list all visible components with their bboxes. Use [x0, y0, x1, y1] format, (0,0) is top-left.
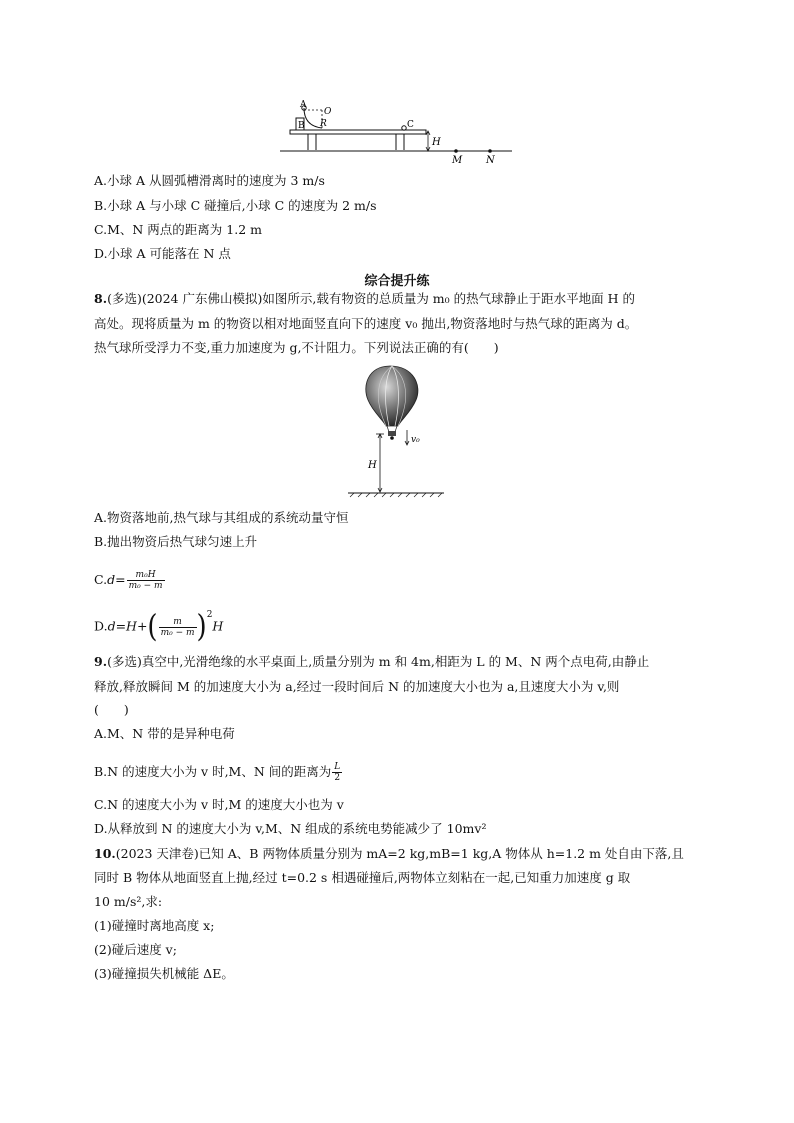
q9-line-3: ( )	[94, 702, 129, 717]
label-N: N	[486, 155, 495, 166]
q7-option-a: A.小球 A 从圆弧槽滑离时的速度为 3 m/s	[94, 173, 325, 188]
q9-option-b: B.N 的速度大小为 v 时,M、N 间的距离为 $\frac{L}{2}$	[94, 762, 341, 783]
q10-line-1: 10.(2023 天津卷)已知 A、B 两物体质量分别为 mA=2 kg,mB=1 kg,A 物体从 h=1.2 m 处自由下落,且	[94, 846, 684, 861]
q7-option-b: B.小球 A 与小球 C 碰撞后,小球 C 的速度为 2 m/s	[94, 198, 377, 213]
q8-option-c: C.d= $\frac{\text{m₀H}}{\text{m₀ − m}}$	[94, 570, 163, 591]
q7-option-d: D.小球 A 可能落在 N 点	[94, 246, 231, 261]
v0-label: v₀	[411, 435, 420, 445]
section-title: 综合提升练	[364, 274, 430, 289]
label-O: O	[324, 107, 332, 117]
q7-option-c: C.M、N 两点的距离为 1.2 m	[94, 222, 262, 237]
q8-line-2: 高处。现将质量为 m 的物资以相对地面竖直向下的速度 v₀ 抛出,物资落地时与热气球的距离为 d。	[94, 316, 638, 331]
track-figure	[280, 98, 520, 166]
q8-option-a: A.物资落地前,热气球与其组成的系统动量守恒	[94, 510, 349, 525]
q8-option-d-fraction: $\frac{m}{\text{m₀ − m}}$	[160, 616, 195, 638]
q10-sub-1: (1)碰撞时离地高度 x;	[94, 918, 215, 933]
q9-option-c: C.N 的速度大小为 v 时,M 的速度大小也为 v	[94, 797, 344, 812]
q8-option-d: D.d=H+( $\frac{m}{\text{m₀ − m}}$ )$^2$H	[94, 609, 224, 645]
label-M: M	[452, 155, 463, 166]
q10-number: 10.	[94, 846, 116, 861]
q9-option-a: A.M、N 带的是异种电荷	[94, 726, 235, 741]
balloon-figure	[340, 364, 460, 498]
q8-option-c-fraction: $\frac{\text{m₀H}}{\text{m₀ − m}}$	[128, 570, 163, 591]
q8-line-3: 热气球所受浮力不变,重力加速度为 g,不计阻力。下列说法正确的有( )	[94, 340, 499, 355]
q10-sub-2: (2)碰后速度 v;	[94, 942, 177, 957]
q8-option-b: B.抛出物资后热气球匀速上升	[94, 534, 258, 549]
q9-line-2: 释放,释放瞬间 M 的加速度大小为 a,经过一段时间后 N 的加速度大小也为 a,且速度大小为 v,则	[94, 679, 620, 694]
q10-sub-3: (3)碰撞损失机械能 ΔE。	[94, 966, 234, 981]
q9-option-d: D.从释放到 N 的速度大小为 v,M、N 组成的系统电势能减少了 10mv²	[94, 821, 487, 836]
q8-number: 8.	[94, 291, 108, 306]
label-B: B	[298, 121, 305, 131]
q8-line-1	[94, 291, 635, 307]
label-A: A	[300, 100, 307, 110]
q10-line-2: 同时 B 物体从地面竖直上抛,经过 t=0.2 s 相遇碰撞后,两物体立刻粘在一起,已知重力加速度 g 取	[94, 870, 631, 885]
q10-line-3: 10 m/s²,求:	[94, 894, 163, 909]
q9-option-b-fraction: $\frac{L}{2}$	[334, 762, 341, 783]
label-C: C	[407, 120, 414, 130]
q9-line-1: 9.(多选)真空中,光滑绝缘的水平桌面上,质量分别为 m 和 4m,相距为 L 的 M、N 两个点电荷,由静止	[94, 654, 650, 669]
q9-number: 9.	[94, 654, 108, 669]
H-label: H	[368, 460, 377, 471]
q8-stem-1: (多选)(2024 广东佛山模拟)如图所示,载有物资的总质量为 m₀ 的热气球静止于距水平地面 H 的	[107, 291, 635, 306]
label-H: H	[432, 137, 441, 148]
label-R: R	[320, 119, 327, 129]
